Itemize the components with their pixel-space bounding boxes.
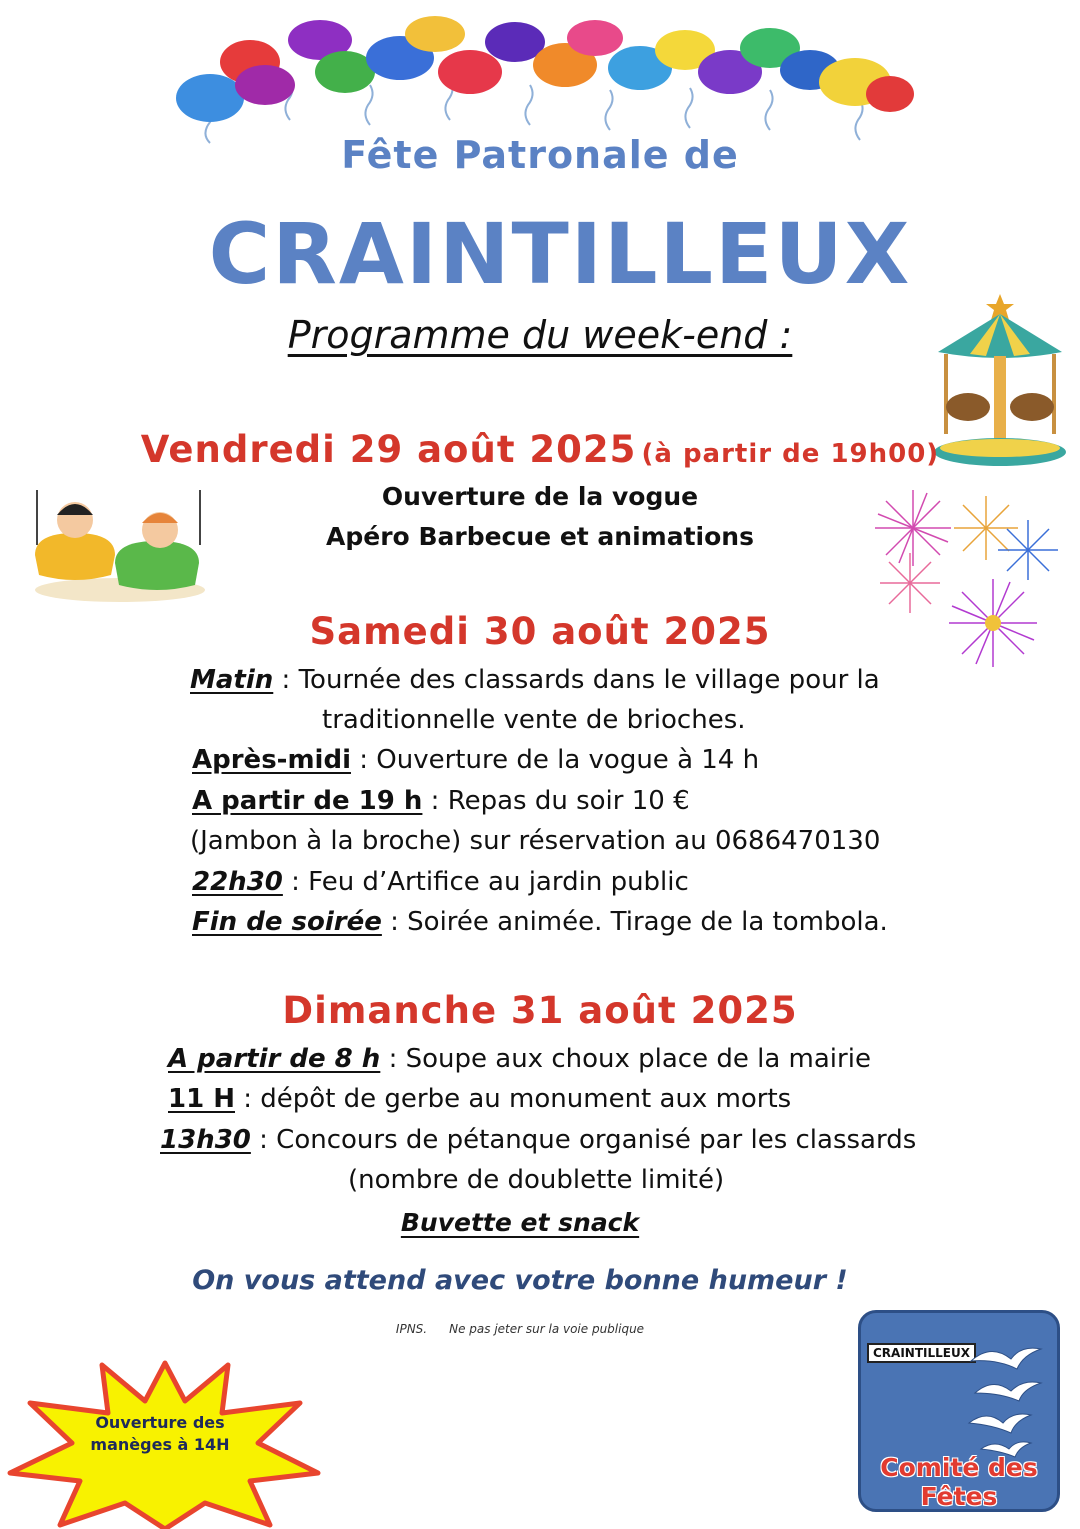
schedule-label: 11 H — [168, 1084, 235, 1114]
schedule-text: : Concours de pétanque organisé par les classards — [250, 1125, 917, 1155]
sunday-title: Dimanche 31 août 2025 — [282, 989, 798, 1032]
balloons-illustration — [170, 10, 915, 145]
schedule-label: 22h30 — [192, 867, 283, 897]
comite-logo — [858, 1310, 1060, 1512]
starburst-text — [85, 1412, 235, 1456]
schedule-item — [192, 740, 759, 780]
schedule-label: Fin de soirée — [192, 907, 382, 937]
seagulls-icon — [961, 1331, 1057, 1461]
schedule-item — [192, 781, 690, 821]
schedule-text: : Tournée des classards dans le village pour la — [273, 665, 880, 695]
friday-note: (à partir de 19h00) — [641, 439, 940, 469]
schedule-text: traditionnelle vente de brioches. — [322, 705, 746, 735]
saturday-title: Samedi 30 août 2025 — [309, 610, 771, 653]
balloon — [176, 74, 244, 122]
balloon — [567, 20, 623, 56]
schedule-item — [322, 700, 746, 740]
schedule-item — [168, 1039, 871, 1079]
schedule-label: A partir de 19 h — [192, 786, 423, 816]
logo-committee-label: Comité des Fêtes — [880, 1453, 1038, 1511]
friday-line-1: Ouverture de la vogue — [381, 482, 699, 511]
friday-heading — [0, 428, 1080, 471]
balloon — [235, 65, 295, 105]
schedule-item — [190, 821, 880, 861]
schedule-item — [192, 902, 888, 942]
schedule-label: A partir de 8 h — [168, 1044, 381, 1074]
schedule-text: (nombre de doublette limité) — [348, 1165, 725, 1195]
program-subtitle: Programme du week-end : — [287, 313, 793, 357]
schedule-text: : Soirée animée. Tirage de la tombola. — [381, 907, 888, 937]
balloon — [438, 50, 502, 94]
schedule-item — [192, 862, 689, 902]
schedule-text: : Repas du soir 10 € — [422, 786, 690, 816]
balloon — [315, 51, 375, 93]
schedule-text: : dépôt de gerbe au monument aux morts — [235, 1084, 792, 1114]
schedule-label: 13h30 — [160, 1125, 251, 1155]
buvette-heading: Buvette et snack — [400, 1208, 640, 1237]
starburst-line-2: manèges à 14H — [90, 1435, 230, 1454]
logo-town-label: CRAINTILLEUX — [867, 1343, 976, 1363]
balloon — [866, 76, 914, 112]
fireworks-illustration — [868, 488, 1063, 683]
closing-message: On vous attend avec votre bonne humeur ! — [192, 1265, 848, 1296]
schedule-label: Après-midi — [192, 745, 351, 775]
schedule-text: (Jambon à la broche) sur réservation au 0686470130 — [190, 826, 881, 856]
schedule-text: : Ouverture de la vogue à 14 h — [350, 745, 760, 775]
title-line-1: Fête Patronale de — [341, 133, 739, 177]
friday-title: Vendredi 29 août 2025 — [140, 428, 637, 471]
schedule-text: : Soupe aux choux place de la mairie — [380, 1044, 871, 1074]
title-town-name: CRAINTILLEUX — [208, 205, 912, 303]
ipns-notice: Ne pas jeter sur la voie publique — [449, 1322, 645, 1336]
schedule-item — [168, 1079, 791, 1119]
schedule-item — [348, 1160, 724, 1200]
starburst-line-1: Ouverture des — [95, 1413, 225, 1432]
schedule-item — [190, 660, 880, 700]
schedule-item — [160, 1120, 916, 1160]
friday-line-2: Apéro Barbecue et animations — [326, 522, 754, 551]
schedule-label: Matin — [190, 665, 274, 695]
schedule-text: : Feu d’Artifice au jardin public — [282, 867, 689, 897]
ipns-label: IPNS. — [395, 1322, 428, 1336]
balloon — [405, 16, 465, 52]
